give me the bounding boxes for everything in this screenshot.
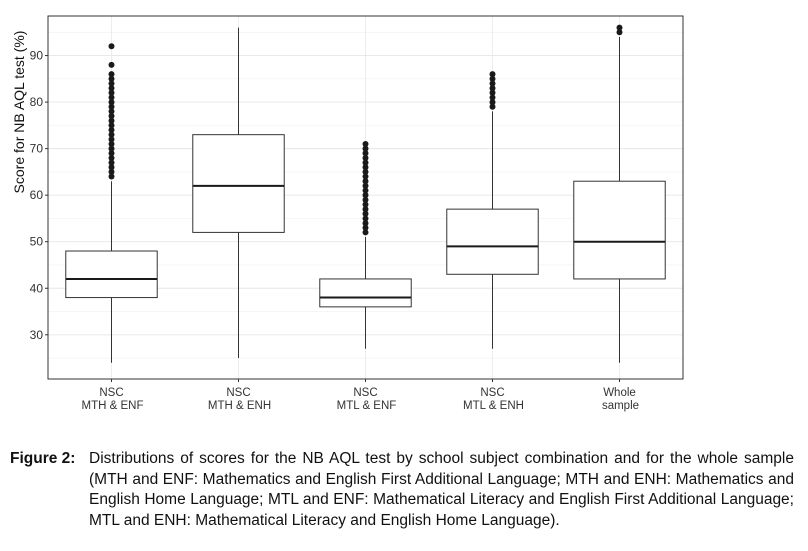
outlier-point xyxy=(109,62,115,68)
interquartile-box xyxy=(66,251,157,298)
interquartile-box xyxy=(320,279,411,307)
y-axis-ticks xyxy=(30,49,48,342)
y-axis-label: Score for NB AQL test (%) xyxy=(11,30,27,194)
interquartile-box xyxy=(574,181,665,279)
interquartile-box xyxy=(193,135,284,233)
y-tick-label: 80 xyxy=(29,95,43,110)
x-tick-label-line2: sample xyxy=(601,400,640,412)
outlier-point xyxy=(490,71,496,77)
y-tick-label: 30 xyxy=(29,327,43,342)
y-tick-label: 40 xyxy=(29,281,43,296)
caption-label: Figure 2: xyxy=(10,450,76,467)
y-tick-label: 60 xyxy=(29,188,43,203)
x-tick-label-line1: Whole xyxy=(603,387,636,399)
interquartile-box xyxy=(447,209,538,274)
x-tick-label-line1: NSC xyxy=(480,387,505,399)
x-tick-label-line1: NSC xyxy=(99,387,124,399)
outlier-point xyxy=(363,141,369,147)
outlier-point xyxy=(109,43,115,49)
x-tick-label-line1: NSC xyxy=(353,387,378,399)
x-axis-ticks xyxy=(82,379,640,412)
outlier-point xyxy=(617,25,623,31)
y-tick-label: 70 xyxy=(29,141,43,156)
caption-text: Distributions of scores for the NB AQL test by school subject combination and for the whole sample (MTH and ENF: Mathematics and English First Additional Language; MTH and ENH: Mathematics and English Home Language; MTL and ENF: Mathematical Literacy and English First Additional Language; MTL and ENH: Mathematical Literacy and English Home Language). xyxy=(89,450,794,529)
outlier-point xyxy=(109,71,115,77)
x-tick-label-line1: NSC xyxy=(226,387,251,399)
x-tick-label-line2: MTH & ENH xyxy=(207,400,272,412)
y-tick-label: 90 xyxy=(29,48,43,63)
x-tick-label-line2: MTH & ENF xyxy=(81,400,144,412)
x-tick-label-line2: MTL & ENF xyxy=(336,400,397,412)
x-tick-label-line2: MTL & ENH xyxy=(463,400,524,412)
y-tick-label: 50 xyxy=(29,234,43,249)
